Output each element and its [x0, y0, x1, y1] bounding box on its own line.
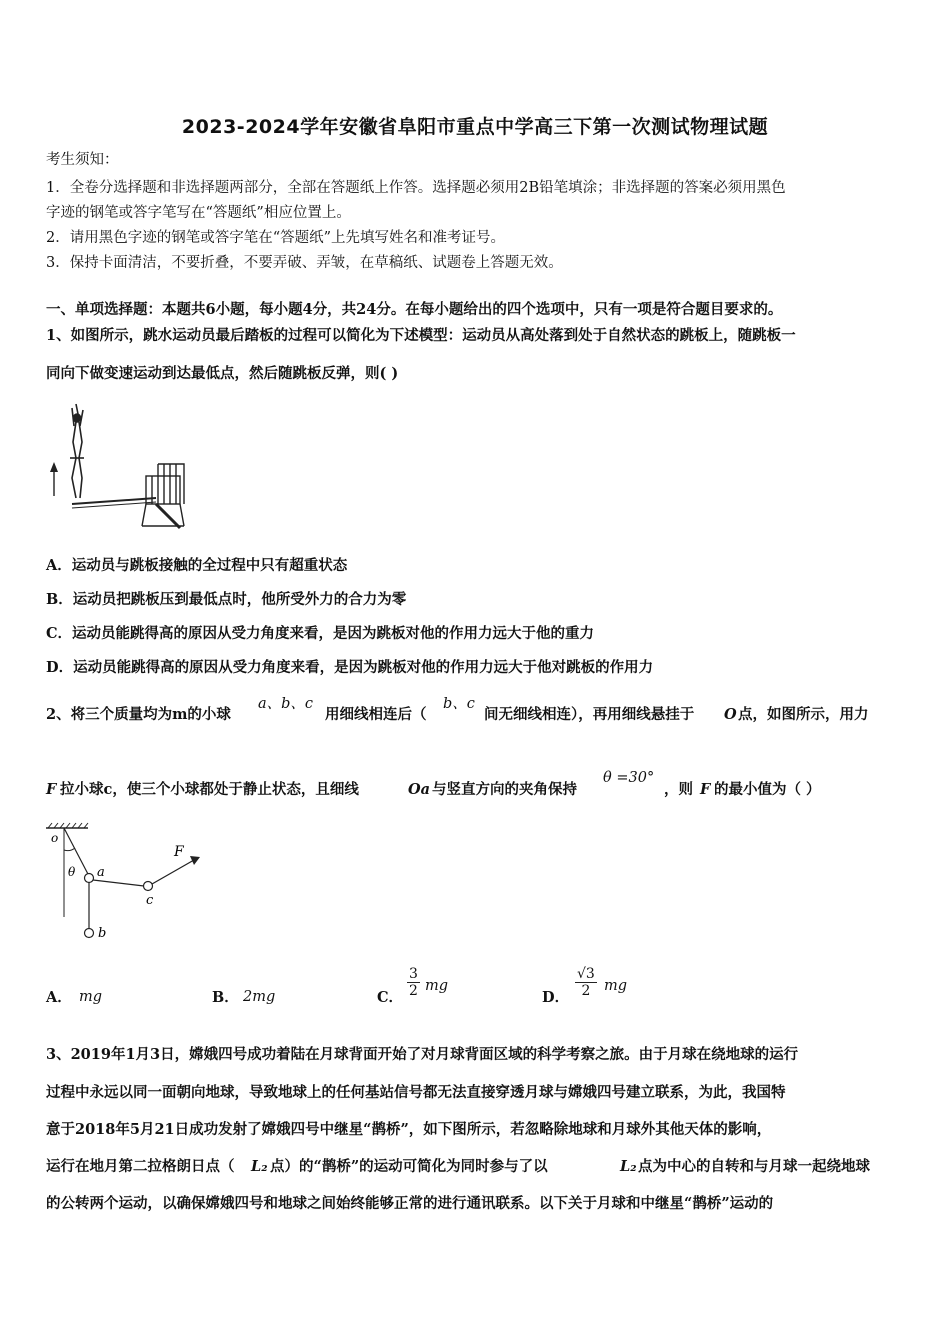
- q3-line-1: 3、2019年1月3日，嫦娥四号成功着陆在月球背面开始了对月球背面区域的科学考察之旅。由于月球在绕地球的运行: [46, 1046, 799, 1063]
- notice-heading: 考生须知：: [46, 152, 119, 168]
- q2-option-d-fraction: [575, 966, 597, 999]
- label-theta: θ: [68, 865, 76, 879]
- q2-option-b-label: B．: [212, 989, 239, 1006]
- label-o: o: [51, 831, 59, 845]
- d-denominator: 2: [581, 983, 591, 999]
- q2-option-c-fraction: [407, 966, 420, 999]
- q3-line-4c: 点为中心的自转和与月球一起绕地球: [638, 1158, 870, 1175]
- q2-stem-a1: 2、将三个质量均为m的小球: [46, 706, 231, 723]
- q2-force-f-2: F: [700, 781, 711, 798]
- q2-theta: θ =30°: [603, 770, 655, 786]
- label-b: b: [98, 926, 107, 941]
- q2-stem-b4: 的最小值为（ ）: [714, 781, 821, 798]
- q2-option-b-value: 2mg: [243, 989, 276, 1005]
- q2-stem-b1: 拉小球c，使三个小球都处于静止状态，且细线: [60, 781, 359, 798]
- label-a: a: [97, 865, 105, 880]
- q3-line-4a: 运行在地月第二拉格朗日点（: [46, 1158, 235, 1175]
- label-c: c: [146, 893, 154, 908]
- q1-option-a: A．运动员与跳板接触的全过程中只有超重状态: [46, 557, 348, 574]
- q2-option-d-label: D．: [542, 989, 570, 1006]
- q2-bc: b、c: [443, 696, 475, 712]
- notice-item-3: 3．保持卡面清洁，不要折叠，不要弄破、弄皱，在草稿纸、试题卷上答题无效。: [46, 255, 563, 271]
- q2-stem-b3: ，则: [664, 781, 693, 798]
- q1-option-d: D．运动员能跳得高的原因从受力角度来看，是因为跳板对他的作用力远大于他对跳板的作用力: [46, 659, 654, 676]
- q2-stem-a2: 用细线相连后（: [325, 706, 427, 723]
- pendulum-figure: [44, 822, 214, 947]
- c-numerator: 3: [409, 966, 418, 982]
- q3-line-4b: 点）的“鹊桥”的运动可简化为同时参与了以: [270, 1158, 548, 1175]
- q2-stem-a4: 点，如图所示，用力: [738, 706, 869, 723]
- q3-l2-point-2: L₂: [620, 1158, 637, 1175]
- notice-item-1a: 1．全卷分选择题和非选择题两部分，全部在答题纸上作答。选择题必须用2B铅笔填涂；非选择题的答案必须用黑色: [46, 180, 786, 196]
- q1-stem-b: 同向下做变速运动到达最低点，然后随跳板反弹，则( ): [46, 365, 399, 382]
- q3-line-3: 意于2018年5月21日成功发射了嫦娥四号中继星“鹊桥”，如下图所示，若忽略除地球和月球外其他天体的影响，: [46, 1121, 772, 1138]
- q2-option-c-label: C．: [377, 989, 404, 1006]
- q3-l2-point: L₂: [251, 1158, 268, 1175]
- q2-line-oa: Oa: [408, 781, 431, 798]
- c-denominator: 2: [409, 983, 418, 999]
- section-heading: 一、单项选择题：本题共6小题，每小题4分，共24分。在每小题给出的四个选项中，只有一项是符合题目要求的。: [46, 301, 783, 318]
- q2-option-a-label: A．: [46, 989, 72, 1006]
- q2-stem-a3: 间无细线相连），再用细线悬挂于: [484, 706, 695, 723]
- q2-stem-b2: 与竖直方向的夹角保持: [432, 781, 577, 798]
- q2-option-a-value: mg: [79, 989, 103, 1005]
- q1-option-c: C．运动员能跳得高的原因从受力角度来看，是因为跳板对他的作用力远大于他的重力: [46, 625, 595, 642]
- q2-abc: a、b、c: [258, 696, 314, 712]
- diving-board-figure: [46, 398, 196, 536]
- page-title: 2023-2024学年安徽省阜阳市重点中学高三下第一次测试物理试题: [181, 116, 769, 138]
- q3-line-2: 过程中永远以同一面朝向地球，导致地球上的任何基站信号都无法直接穿透月球与嫦娥四号建立联系，为此，我国特: [46, 1084, 786, 1101]
- q1-option-b: B．运动员把跳板压到最低点时，他所受外力的合力为零: [46, 591, 407, 608]
- q2-option-d-unit: mg: [604, 978, 628, 994]
- label-f: F: [174, 844, 184, 860]
- notice-item-1b: 字迹的钢笔或答字笔写在“答题纸”相应位置上。: [46, 205, 351, 221]
- q3-line-5: 的公转两个运动，以确保嫦娥四号和地球之间始终能够正常的进行通讯联系。以下关于月球和中继星“鹊桥”运动的: [46, 1195, 774, 1212]
- q2-option-c-unit: mg: [425, 978, 449, 994]
- notice-item-2: 2．请用黑色字迹的钢笔或答字笔在“答题纸”上先填写姓名和准考证号。: [46, 230, 506, 246]
- q1-stem-a: 1、如图所示，跳水运动员最后踏板的过程可以简化为下述模型：运动员从高处落到处于自然状态的跳板上，随跳板一: [46, 327, 796, 344]
- q2-point-o: O: [724, 706, 737, 723]
- d-numerator: √3: [577, 966, 595, 982]
- q2-force-f: F: [46, 781, 57, 798]
